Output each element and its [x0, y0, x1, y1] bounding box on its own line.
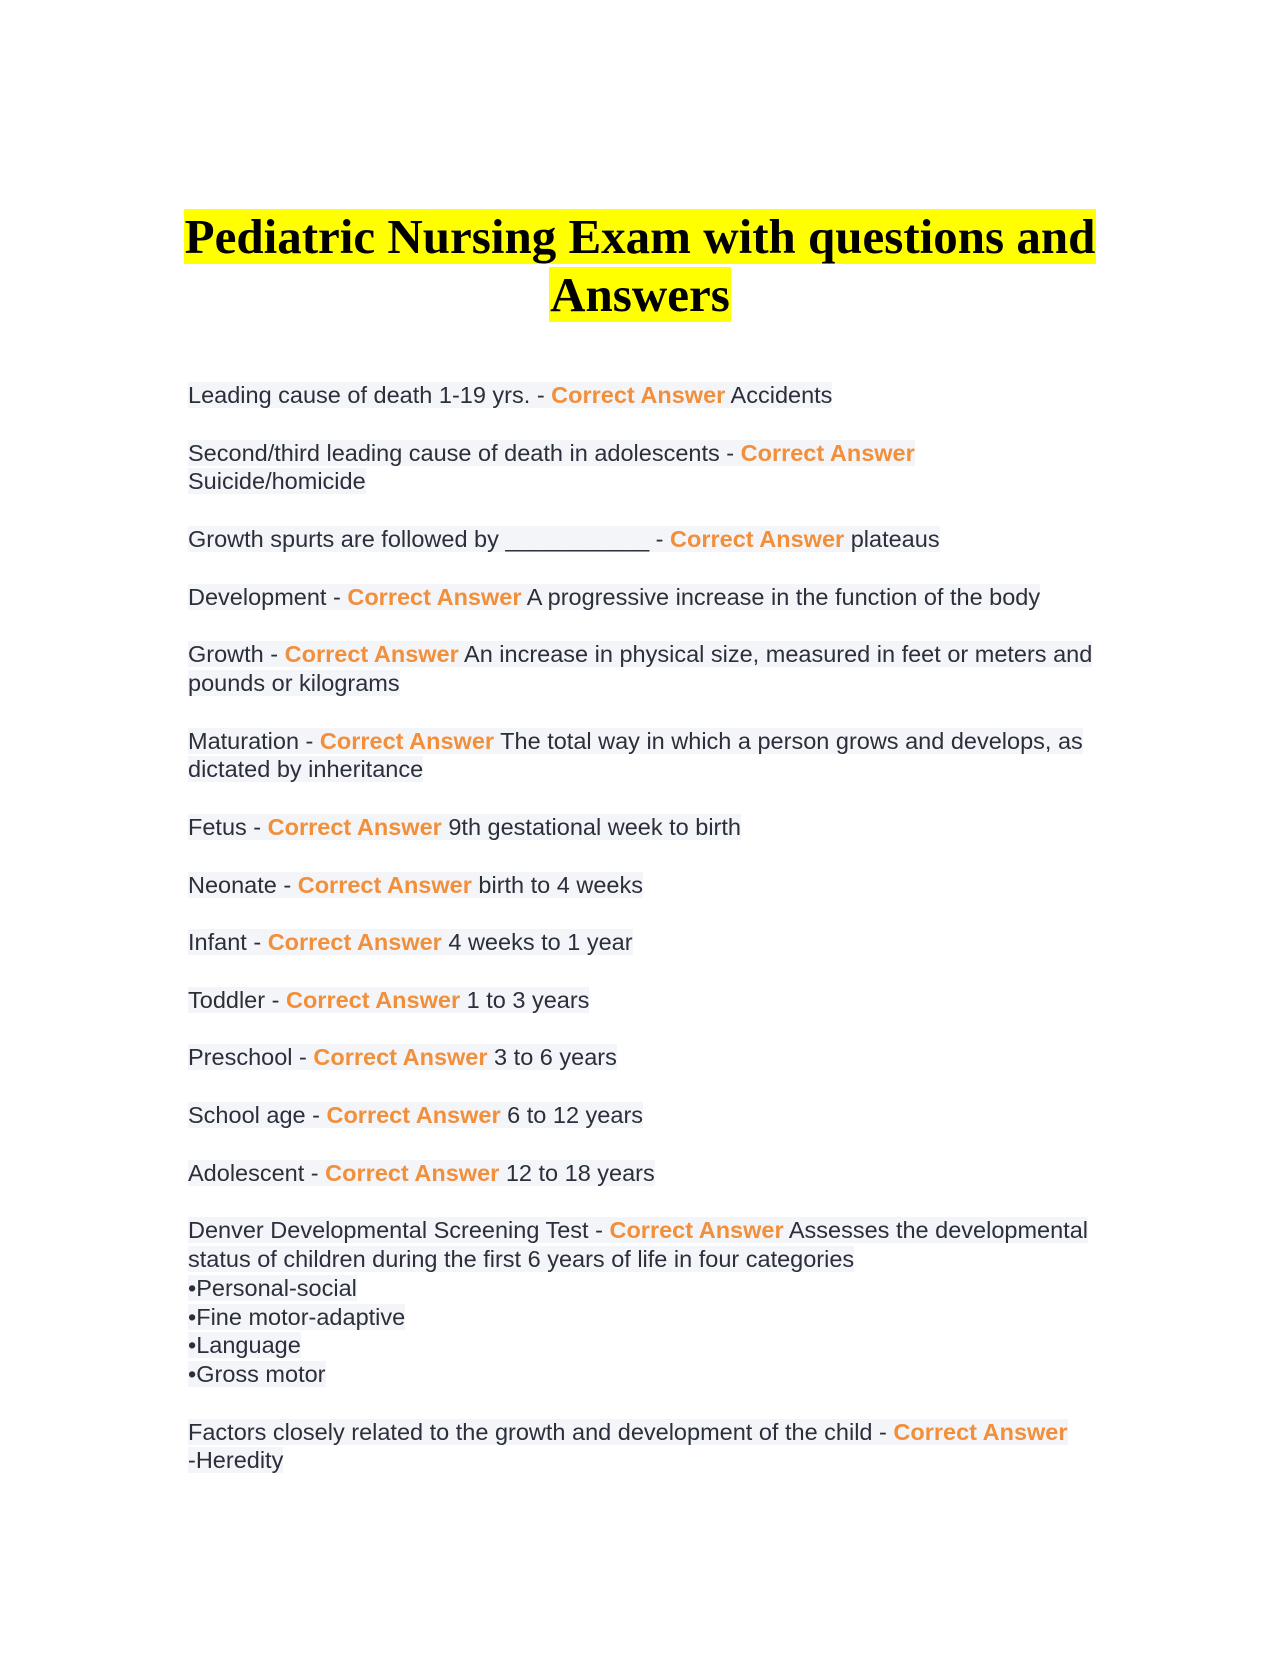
question-text: Infant - [188, 929, 268, 956]
question-text: Maturation - [188, 727, 320, 754]
question-text: Second/third leading cause of death in adolescents - [188, 439, 741, 466]
qa-item [188, 1216, 1148, 1389]
question-text: Denver Developmental Screening Test - [188, 1217, 610, 1244]
question-text: Preschool - [188, 1044, 314, 1071]
correct-answer-label: Correct Answer [551, 382, 726, 408]
correct-answer-label: Correct Answer [326, 1101, 501, 1128]
correct-answer-label: Correct Answer [313, 1044, 488, 1071]
category-item: •Fine motor-adaptive [188, 1303, 406, 1330]
answer-text: birth to 4 weeks [471, 871, 643, 898]
qa-item [188, 1159, 1148, 1188]
qa-item [188, 583, 1148, 612]
correct-answer-label: Correct Answer [284, 641, 459, 668]
question-text: Factors closely related to the growth and development of the child - [188, 1418, 894, 1445]
correct-answer-label: Correct Answer [319, 727, 495, 754]
qa-item [188, 640, 1148, 698]
qa-item [188, 525, 1148, 554]
qa-item [188, 871, 1148, 900]
question-text: Toddler - [188, 986, 286, 1013]
answer-text: Assesses the developmental status of children during the first 6 years of life in four categories [188, 1217, 1089, 1272]
qa-item [188, 727, 1148, 785]
category-item: •Language [188, 1332, 301, 1359]
qa-item [188, 439, 1148, 497]
answer-text: The total way in which a person grows and develops, as dictated by inheritance [188, 727, 1083, 783]
correct-answer-label: Correct Answer [267, 813, 442, 840]
answer-text: A progressive increase in the function of the body [521, 583, 1041, 610]
answer-text: 3 to 6 years [487, 1044, 617, 1071]
qa-item [188, 813, 1148, 842]
question-text: School age - [188, 1101, 327, 1128]
answer-text: Accidents [725, 382, 833, 408]
question-text: Neonate - [188, 871, 298, 898]
correct-answer-label: Correct Answer [285, 986, 461, 1013]
qa-item [188, 1043, 1148, 1072]
qa-item [188, 1101, 1148, 1130]
title-line-1: Pediatric Nursing Exam with questions and [184, 209, 1096, 264]
question-text: Development - [188, 583, 348, 610]
answer-text: 12 to 18 years [499, 1159, 655, 1186]
question-text: Growth spurts are followed by ___________ - [188, 525, 671, 552]
qa-item [188, 928, 1148, 957]
answer-text: 4 weeks to 1 year [441, 929, 633, 956]
page-title [150, 208, 1130, 324]
correct-answer-label: Correct Answer [893, 1418, 1068, 1445]
correct-answer-label: Correct Answer [297, 871, 472, 898]
answer-text: 9th gestational week to birth [441, 813, 741, 840]
answer-text: 1 to 3 years [460, 986, 590, 1013]
qa-item [188, 1418, 1148, 1476]
question-text: Adolescent - [188, 1159, 326, 1186]
answer-text: -Heredity [188, 1447, 284, 1474]
question-text: Growth - [188, 641, 285, 668]
question-text: Leading cause of death 1-19 yrs. - [188, 382, 552, 408]
qa-item [188, 986, 1148, 1015]
correct-answer-label: Correct Answer [609, 1217, 784, 1244]
answer-text: An increase in physical size, measured in feet or meters and pounds or kilograms [188, 641, 1093, 696]
question-text: Fetus - [188, 813, 268, 840]
title-line-2: Answers [550, 267, 730, 322]
answer-text: Suicide/homicide [188, 468, 366, 495]
correct-answer-label: Correct Answer [267, 929, 442, 956]
category-item: •Personal-social [188, 1274, 357, 1301]
correct-answer-label: Correct Answer [670, 525, 845, 552]
category-item: •Gross motor [188, 1361, 326, 1388]
answer-text: plateaus [844, 525, 940, 552]
correct-answer-label: Correct Answer [325, 1159, 500, 1186]
answer-text: 6 to 12 years [500, 1101, 644, 1128]
qa-item [188, 381, 1148, 410]
correct-answer-label: Correct Answer [347, 583, 522, 610]
correct-answer-label: Correct Answer [740, 439, 915, 466]
qa-list [188, 381, 1148, 1504]
